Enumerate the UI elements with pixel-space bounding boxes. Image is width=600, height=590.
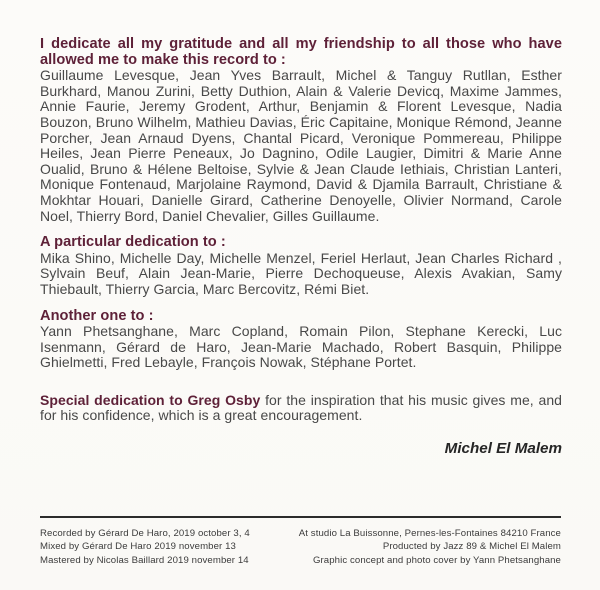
footer-divider [40,516,561,518]
main-dedication-heading: I dedicate all my gratitude and all my friendship to all those who have allowed me to make this record to : [40,36,562,68]
particular-dedication-names: Mika Shino, Michelle Day, Michelle Menzel, Feriel Herlaut, Jean Charles Richard , Sylvain Beuf, Alain Jean-Marie, Pierre Dechoqueuse, Alexis Avakian, Samy Thiebault, Thierry Garcia, Marc Bercovitz, Rémi Biet. [40,249,562,297]
main-dedication-names: Guillaume Levesque, Jean Yves Barrault, Michel & Tanguy Rutllan, Esther Burkhard, Manou Zurini, Betty Duthion, Alain & Valerie Devicq, Maxime Jammes, Annie Faurie, Jeremy Grodent, Arthur, Benjamin & Florent Levesque, Nadia Bouzon, Bruno Wilhelm, Mathieu Davias, Éric Capitaine, Monique Rémond, Jeanne Porcher, Jean Arnaud Dyens, Chantal Picard, Veronique Pommereau, Philippe Heiles, Jean Pierre Peneaux, Jo Dagnino, Odile Laugier, Dimitri & Marie Anne Oualid, Bruno & Hélene Beltoise, Sylvie & Jean Claude Iethiais, Christian Lanteri, Monique Fontenaud, Marjolaine Raymond, David & Djamila Barrault, Christiane & Mokhtar Houari, Danielle Girard, Catherine Denoyelle, Olivier Normand, Carole Noel, Thierry Bord, Daniel Chevalier, Gilles Guillaume. [40,67,562,224]
another-dedication-names: Yann Phetsanghane, Marc Copland, Romain Pilon, Stephane Kerecki, Luc Isenmann, Gérard de Haro, Jean-Marie Machado, Robert Basquin, Philippe Ghielmetti, Fred Lebayle, François Nowak, Stéphane Portet. [40,323,562,371]
credit-producted-by: Producted by Jazz 89 & Michel El Malem [382,541,561,553]
credit-graphic-concept: Graphic concept and photo cover by Yann Phetsanghane [312,554,561,566]
credits-footer [40,516,561,567]
footer-recording-credits [40,527,250,567]
credit-mixed-by: Mixed by Gérard De Haro 2019 november 13 [40,541,236,553]
credit-recorded-by: Recorded by Gérard De Haro, 2019 october 3, 4 [40,528,250,539]
dedication-content [40,37,562,458]
section-main-dedication [40,37,562,224]
section-another-dedication [40,309,562,371]
another-dedication-heading: Another one to : [40,307,154,324]
section-particular-dedication [40,235,562,297]
footer-columns [40,527,561,567]
credit-studio: At studio La Buissonne, Pernes-les-Fontaines 84210 France [298,528,561,539]
footer-production-credits [299,527,561,567]
artist-signature: Michel El Malem [444,440,562,458]
special-dedication [40,393,562,424]
particular-dedication-heading: A particular dedication to : [40,234,226,251]
credit-mastered-by: Mastered by Nicolas Baillard 2019 november 14 [40,554,249,566]
special-dedication-text: for the inspiration that his music gives me, and for his confidence, which is a great encouragement. [40,391,562,424]
special-dedication-lead: Special dedication to Greg Osby [40,391,261,408]
